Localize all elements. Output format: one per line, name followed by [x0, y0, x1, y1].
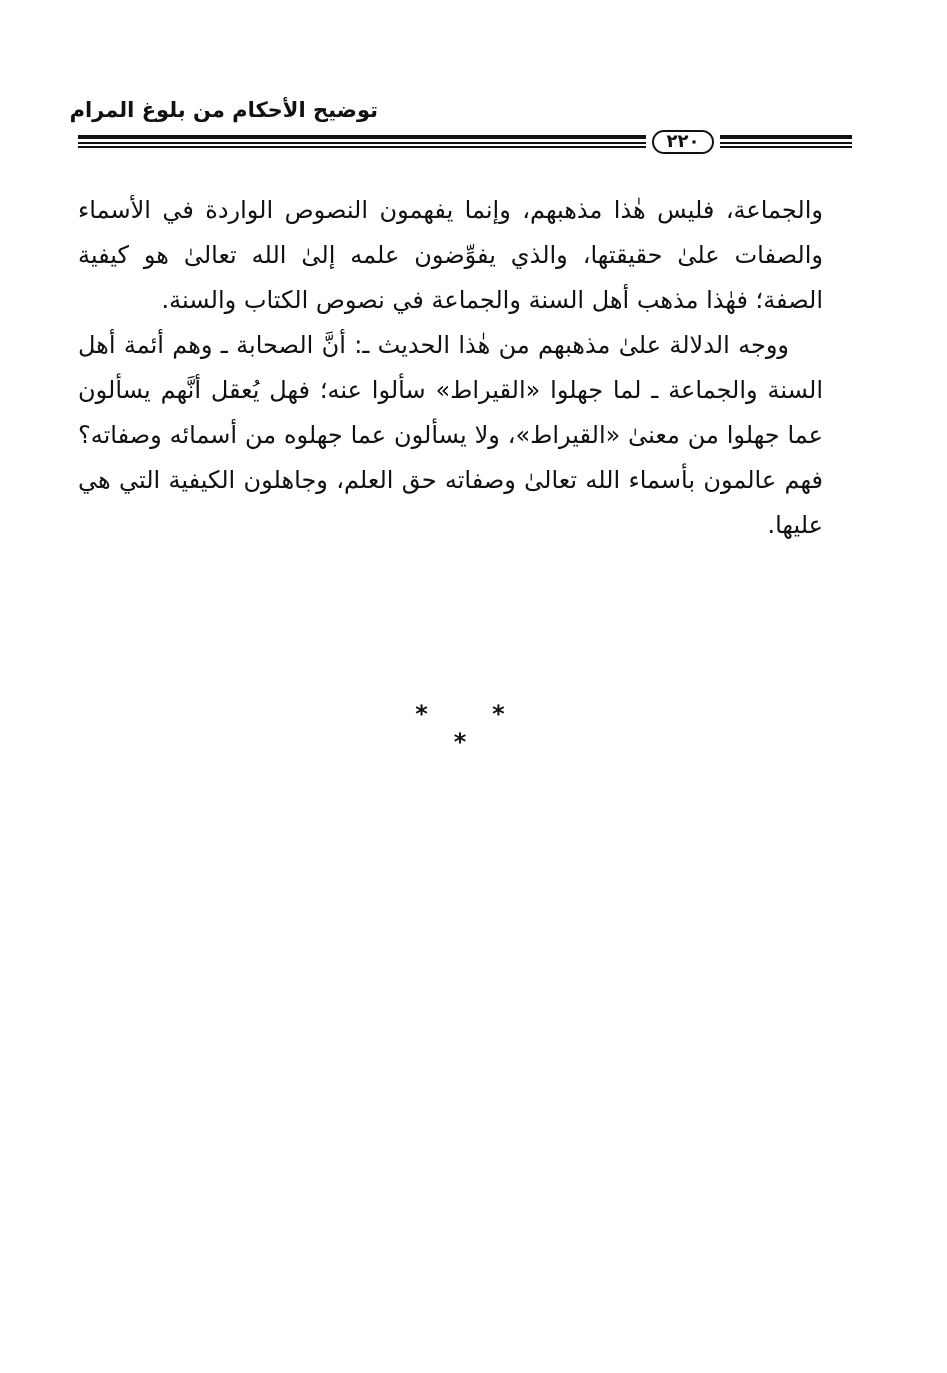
header-rule-left — [78, 135, 646, 147]
running-header-title: توضيح الأحكام من بلوغ المرام — [69, 98, 378, 122]
body-text — [78, 188, 823, 548]
header-rule-right — [720, 135, 852, 147]
paragraph-2: ووجه الدلالة علىٰ مذهبهم من هٰذا الحديث ـ: أنَّ الصحابة ـ وهم أئمة أهل السنة والجماعة ـ لما جهلوا «القيراط» سألوا عنه؛ فهل يُعقل أنَّهم يسألون عما جهلوا من معنىٰ «القيراط»، ولا يسألون عما جهلوه من أسمائه وصفاته؟ فهم عالمون بأسماء الله تعالىٰ وصفاته حق العلم، وجاهلون الكيفية التي هي عليها. — [78, 331, 823, 539]
header-rule — [78, 130, 852, 156]
paragraph-1: والجماعة، فليس هٰذا مذهبهم، وإنما يفهمون النصوص الواردة في الأسماء والصفات علىٰ حقيقتها، والذي يفوِّضون علمه إلىٰ الله تعالىٰ هو كيفية الصفة؛ فهٰذا مذهب أهل السنة والجماعة في نصوص الكتاب والسنة. — [78, 196, 823, 314]
section-separator: * * * — [415, 700, 533, 756]
page-number: ٢٢٠ — [652, 130, 714, 154]
